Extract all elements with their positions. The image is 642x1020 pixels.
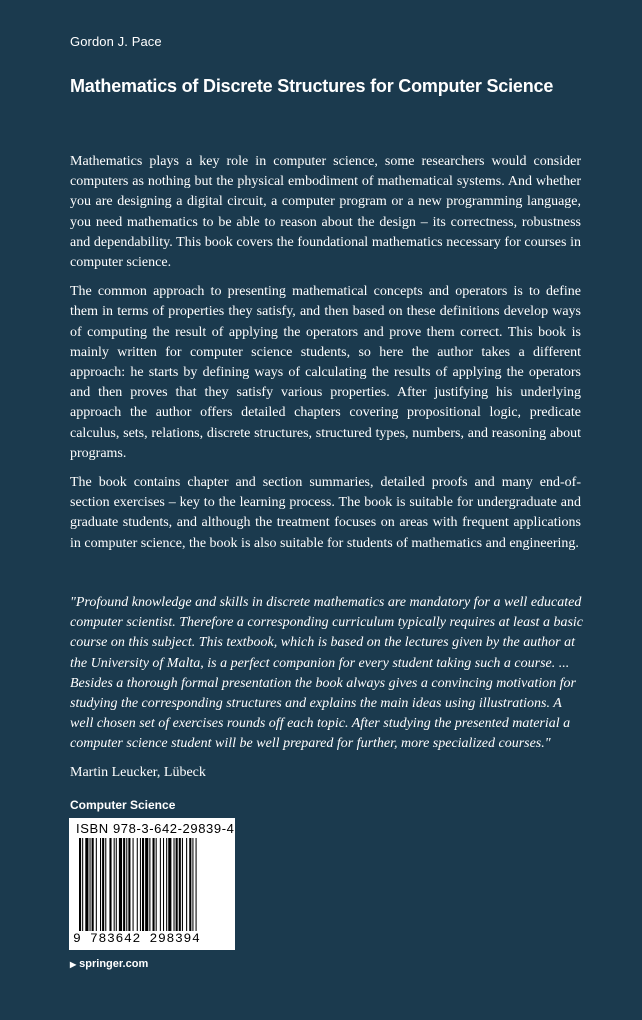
barcode-bar	[196, 838, 197, 938]
barcode-bar	[142, 838, 144, 938]
barcode-bar	[96, 838, 97, 938]
barcode-bar	[174, 838, 175, 938]
barcode-digits: 9 783642 298394	[73, 931, 201, 946]
barcode-bar	[79, 838, 81, 938]
barcode-bar	[168, 838, 171, 938]
barcode-bar	[119, 838, 122, 938]
barcode-bar	[128, 838, 130, 938]
barcode-icon	[73, 838, 231, 940]
barcode-bar	[82, 838, 83, 938]
description-paragraph-1: Mathematics plays a key role in computer science, some researchers would consider computers as nothing but the physical embodiment of mathematical systems. And whether you are designing a digital circuit, a computer program or a new programming language, you need mathematics to be able to reason about the design – its correctness, robustness and dependability. This book covers the foundational mathematics necessary for courses in computer science.	[70, 154, 581, 271]
barcode-bar	[126, 838, 127, 938]
barcode-bar	[166, 838, 167, 938]
book-title: Mathematics of Discrete Structures for Computer Science	[70, 76, 554, 96]
barcode-bar	[102, 838, 104, 938]
barcode-bar	[140, 838, 141, 938]
barcode-bar	[137, 838, 138, 938]
barcode-bar	[186, 838, 187, 938]
book-description	[70, 152, 581, 563]
barcode-bar	[176, 838, 178, 938]
barcode-bar	[85, 838, 88, 938]
barcode-bar	[153, 838, 155, 938]
barcode-bar	[182, 838, 183, 938]
barcode-bar	[192, 838, 193, 938]
quote-attribution: Martin Leucker, Lübeck	[70, 764, 206, 780]
barcode-bar	[105, 838, 106, 938]
barcode-bar	[160, 838, 161, 938]
description-paragraph-2: The common approach to presenting mathematical concepts and operators is to define them in terms of properties they satisfy, and then based on these definitions develop ways of computing the result of applying the operators and prove them correct. This book is mainly written for computer science students, so here the author takes a different approach: he starts by defining ways of calculating the results of applying the operators and then proves that they satisfy various properties. After justifying his underlying approach the author offers detailed chapters covering propositional logic, predicate calculus, sets, relations, discrete structures, structured types, numbers, and reasoning about programs.	[70, 284, 581, 461]
barcode-bar	[114, 838, 115, 938]
quote-text: "Profound knowledge and skills in discrete mathematics are mandatory for a well educated computer scientist. Therefore a corresponding curriculum typically requires at least a basic course on this subject. This textbook, which is based on the lectures given by the author at the University of Malta, is a perfect companion for every student taking such a course. ... Besides a thorough formal presentation the book always gives a convincing motivation for studying the corresponding structures and explains the main ideas using illustrations. A well chosen set of exercises rounds off each topic. After studying the presented material a computer science student will be well prepared for further, more specialized courses."	[70, 595, 583, 752]
description-paragraph-3: The book contains chapter and section summaries, detailed proofs and many end-of-section exercises – key to the learning process. The book is suitable for undergraduate and graduate students, and although the treatment focuses on areas with frequent applications in computer science, the book is also suitable for students of mathematics and engineering.	[70, 475, 581, 551]
barcode-bar	[189, 838, 191, 938]
subject-label: Computer Science	[70, 798, 176, 812]
barcode-bar	[145, 838, 148, 938]
isbn-text: ISBN 978-3-642-29839-4	[76, 821, 235, 836]
barcode-bar	[179, 838, 181, 938]
barcode-bar	[116, 838, 117, 938]
barcode-bar	[109, 838, 111, 938]
isbn-barcode	[69, 818, 235, 950]
author-name: Gordon J. Pace	[70, 34, 162, 49]
barcode-bar	[133, 838, 134, 938]
barcode-bar	[163, 838, 164, 938]
barcode-bar	[123, 838, 125, 938]
barcode-bar	[100, 838, 101, 938]
publisher-footer[interactable]	[70, 958, 148, 970]
publisher-url[interactable]: springer.com	[79, 958, 149, 970]
barcode-bar	[90, 838, 91, 938]
triangle-right-icon: ▶	[70, 960, 77, 969]
barcode-bar	[92, 838, 94, 938]
barcode-bar	[156, 838, 157, 938]
barcode-bar	[149, 838, 150, 938]
review-quote	[70, 593, 584, 783]
